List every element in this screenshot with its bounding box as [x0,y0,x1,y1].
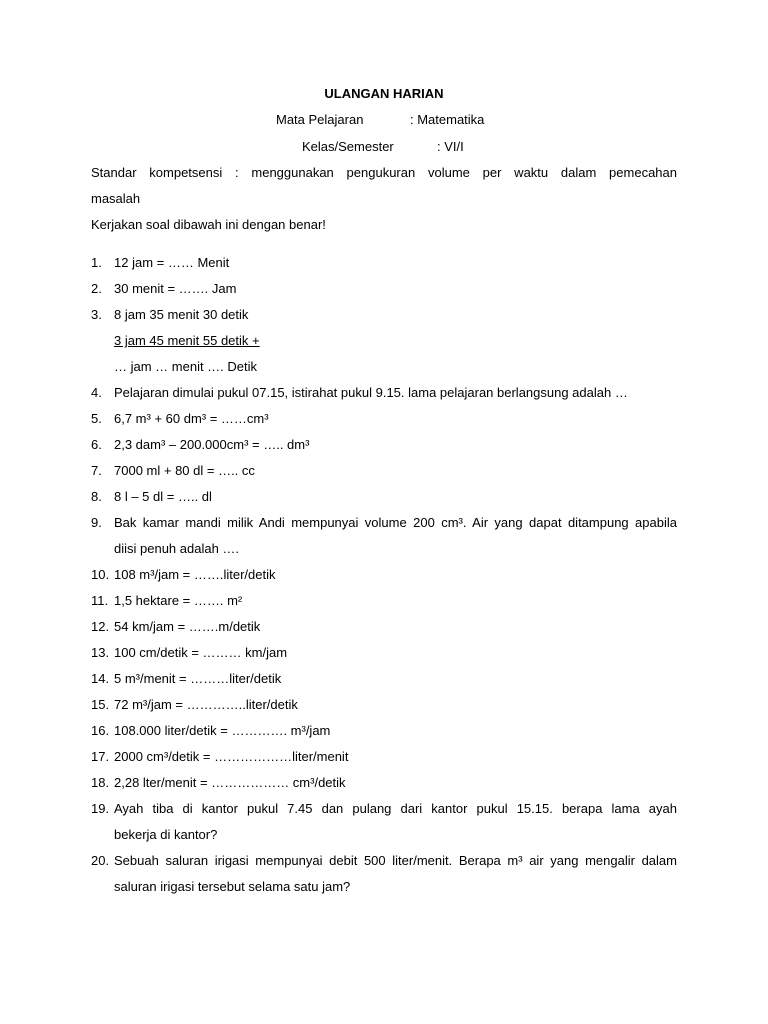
question-number: 11. [91,593,109,608]
question-text: 72 m³/jam = …………..liter/detik [114,697,298,712]
question-number: 13. [91,645,110,660]
question-text: 5 m³/menit = ………liter/detik [114,671,282,686]
instruction-text: Kerjakan soal dibawah ini dengan benar! [91,217,326,232]
subject-label: Mata Pelajaran [276,112,364,127]
question-number: 10. [91,567,110,582]
question-text: Ayah tiba di kantor pukul 7.45 dan pulang dari kantor pukul 15.15. berapa lama ayah [114,801,677,816]
question-text: 108 m³/jam = …….liter/detik [114,567,276,582]
question-number: 19. [91,801,110,816]
question-number: 14. [91,671,110,686]
question-number: 9. [91,515,102,530]
question-text: 8 jam 35 menit 30 detik [114,307,249,322]
question-number: 20. [91,853,110,868]
question-text: 8 l – 5 dl = ….. dl [114,489,212,504]
question-text-continued: bekerja di kantor? [114,827,218,842]
question-number: 3. [91,307,102,322]
question-answer-template: … jam … menit …. Detik [114,359,258,374]
question-text-continued: saluran irigasi tersebut selama satu jam? [114,879,351,894]
question-text: 7000 ml + 80 dl = ….. cc [114,463,255,478]
question-number: 8. [91,489,102,504]
question-text: 12 jam = …… Menit [114,255,230,270]
question-number: 4. [91,385,102,400]
question-number: 12. [91,619,110,634]
competency-standard-line2: masalah [91,191,141,206]
question-text: Bak kamar mandi milik Andi mempunyai volume 200 cm³. Air yang dapat ditampung apabila [114,515,677,530]
question-text: Pelajaran dimulai pukul 07.15, istirahat pukul 9.15. lama pelajaran berlangsung adalah … [114,385,628,400]
question-number: 7. [91,463,102,478]
question-text-underlined: 3 jam 45 menit 55 detik + [114,333,260,348]
question-number: 15. [91,697,110,712]
class-value: : VI/I [437,139,464,154]
question-text: 108.000 liter/detik = …………. m³/jam [114,723,331,738]
question-text: Sebuah saluran irigasi mempunyai debit 500 liter/menit. Berapa m³ air yang mengalir dalam [114,853,677,868]
question-text: 2000 cm³/detik = ………………liter/menit [114,749,349,764]
question-number: 1. [91,255,102,270]
page-title: ULANGAN HARIAN [324,86,444,101]
question-text: 2,28 lter/menit = ……………… cm³/detik [114,775,346,790]
question-number: 5. [91,411,102,426]
question-text: 6,7 m³ + 60 dm³ = ……cm³ [114,411,269,426]
question-text: 54 km/jam = …….m/detik [114,619,261,634]
question-number: 17. [91,749,110,764]
question-text: 30 menit = ……. Jam [114,281,237,296]
competency-standard-line1: Standar kompetsensi : menggunakan pengukuran volume per waktu dalam pemecahan [91,165,677,180]
question-number: 16. [91,723,110,738]
question-number: 6. [91,437,102,452]
question-text-continued: diisi penuh adalah …. [114,541,240,556]
question-number: 18. [91,775,110,790]
question-number: 2. [91,281,102,296]
question-text: 1,5 hektare = ……. m² [114,593,243,608]
subject-value: : Matematika [410,112,485,127]
question-text: 100 cm/detik = ……… km/jam [114,645,288,660]
class-label: Kelas/Semester [302,139,394,154]
question-text: 2,3 dam³ – 200.000cm³ = ….. dm³ [114,437,310,452]
